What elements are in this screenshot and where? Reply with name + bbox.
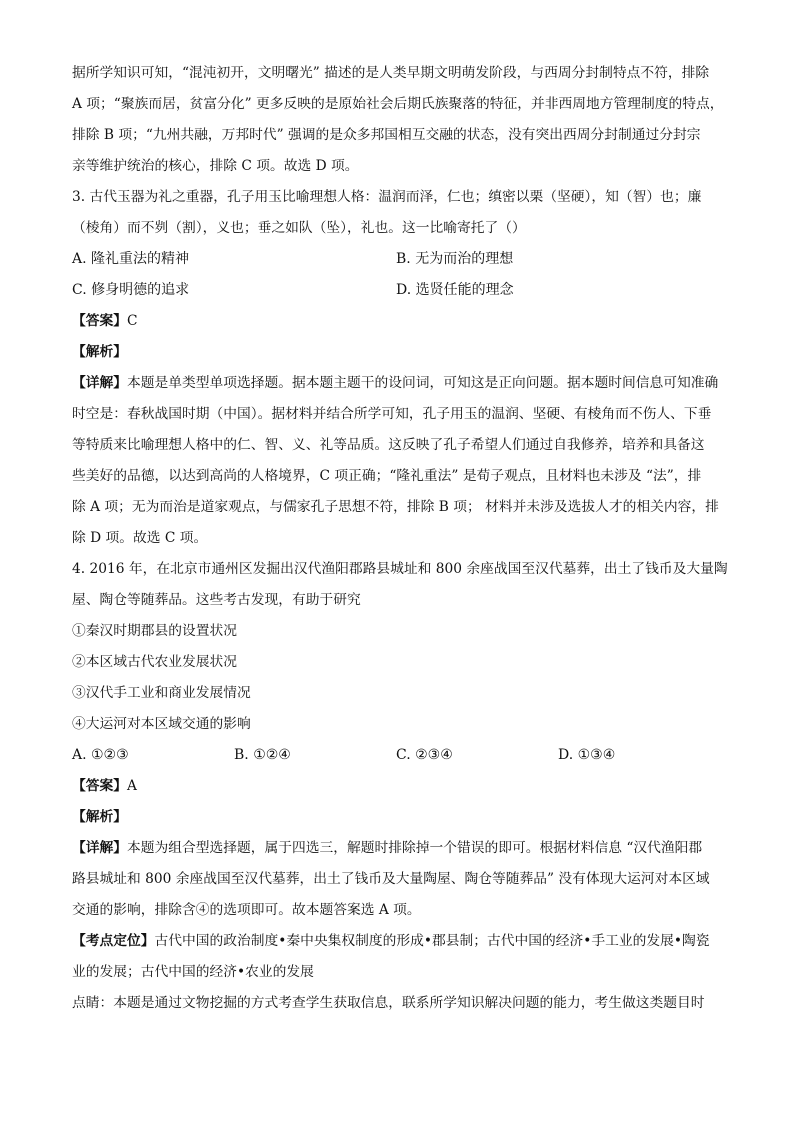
option-c: C. 修身明德的追求 (72, 282, 190, 298)
options-grid (72, 740, 744, 771)
detail-text: 除 A 项；无为而治是道家观点，与儒家孔子思想不符，排除 B 项； 材料并未涉及选拔人才的相关内容，排 (72, 499, 719, 515)
answer-tag: 【答案】 (72, 313, 128, 329)
detail-line (72, 833, 744, 864)
analysis-tag: 【解析】 (72, 344, 128, 360)
kaodian-tag: 【考点定位】 (72, 933, 155, 949)
option-c: C. ②③④ (396, 747, 453, 763)
dianjing-text: 点睛：本题是通过文物挖掘的方式考查学生获取信息，联系所学知识解决问题的能力，考生做这类题目时 (72, 995, 705, 1011)
detail-text: 本题是单类型单项选择题。据本题主题干的设问词，可知这是正向问题。据本题时间信息可知准确 (127, 375, 719, 391)
previous-explanation (72, 58, 744, 182)
statement-item: ④大运河对本区域交通的影响 (72, 716, 251, 732)
analysis-tag: 【解析】 (72, 809, 128, 825)
options-grid (72, 244, 744, 306)
kaodian-text: 古代中国的政治制度•秦中央集权制度的形成•郡县制；古代中国的经济•手工业的发展•陶瓷 (154, 933, 710, 949)
text-line: 亲等维护统治的核心，排除 C 项。故选 D 项。 (72, 158, 359, 174)
question-3 (72, 182, 744, 554)
detail-text: 等特质来比喻理想人格中的仁、智、义、礼等品质。这反映了孔子希望人们通过自我修养，培养和具备这 (72, 437, 705, 453)
answer-line (72, 771, 744, 802)
question-stem: （棱角）而不刿（割），义也；垂之如队（坠），礼也。这一比喻寄托了（） (72, 220, 526, 236)
question-stem: 4. 2016 年，在北京市通州区发掘出汉代渔阳郡路县城址和 800 余座战国至汉代墓葬，出土了钱币及大量陶 (72, 561, 728, 577)
detail-text: 除 D 项。故选 C 项。 (72, 530, 208, 546)
option-b: B. 无为而治的理想 (396, 251, 514, 267)
option-a: A. ①②③ (72, 747, 129, 763)
answer-value: C (127, 313, 138, 329)
detail-tag: 【详解】 (72, 840, 128, 856)
detail-text: 些美好的品德，以达到高尚的人格境界，C 项正确；“隆礼重法” 是荀子观点，且材料也未涉及 “法”，排 (72, 468, 702, 484)
text-line: A 项；“聚族而居，贫富分化” 更多反映的是原始社会后期氏族聚落的特征，并非西周地方管理制度的特点， (72, 96, 724, 112)
detail-text: 时空是：春秋战国时期（中国）。据材料并结合所学可知，孔子用玉的温润、坚硬、有棱角而不伤人、下垂 (72, 406, 712, 422)
document-page (72, 58, 744, 1019)
answer-line (72, 306, 744, 337)
kaodian-text: 业的发展；古代中国的经济•农业的发展 (72, 964, 314, 980)
question-4 (72, 554, 744, 1019)
detail-text: 路县城址和 800 余座战国至汉代墓葬，出土了钱币及大量陶屋、陶仓等随葬品” 没有体现大运河对本区域 (72, 871, 710, 887)
option-d: D. 选贤任能的理念 (396, 282, 514, 298)
text-line: 据所学知识可知，“混沌初开，文明曙光” 描述的是人类早期文明萌发阶段，与西周分封制特点不符，排除 (72, 65, 710, 81)
detail-line (72, 368, 744, 399)
answer-value: A (127, 778, 137, 794)
answer-tag: 【答案】 (72, 778, 128, 794)
option-d: D. ①③④ (558, 747, 616, 763)
detail-text: 交通的影响，排除含④的选项即可。故本题答案选 A 项。 (72, 902, 421, 918)
detail-tag: 【详解】 (72, 375, 128, 391)
text-line: 排除 B 项；“九州共融，万邦时代” 强调的是众多邦国相互交融的状态，没有突出西周分封制通过分封宗 (72, 127, 701, 143)
detail-text: 本题为组合型选择题，属于四选三，解题时排除掉一个错误的即可。根据材料信息 “汉代渔阳郡 (127, 840, 703, 856)
statement-item: ②本区域古代农业发展状况 (72, 654, 238, 670)
statement-item: ①秦汉时期郡县的设置状况 (72, 623, 238, 639)
question-stem: 屋、陶仓等随葬品。这些考古发现，有助于研究 (72, 592, 361, 608)
question-stem: 3. 古代玉器为礼之重器，孔子用玉比喻理想人格：温润而泽，仁也；缜密以栗（坚硬），知（智）也；廉 (72, 189, 702, 205)
option-a: A. 隆礼重法的精神 (72, 251, 190, 267)
statement-item: ③汉代手工业和商业发展情况 (72, 685, 251, 701)
kaodian-line (72, 926, 744, 957)
option-b: B. ①②④ (234, 747, 291, 763)
